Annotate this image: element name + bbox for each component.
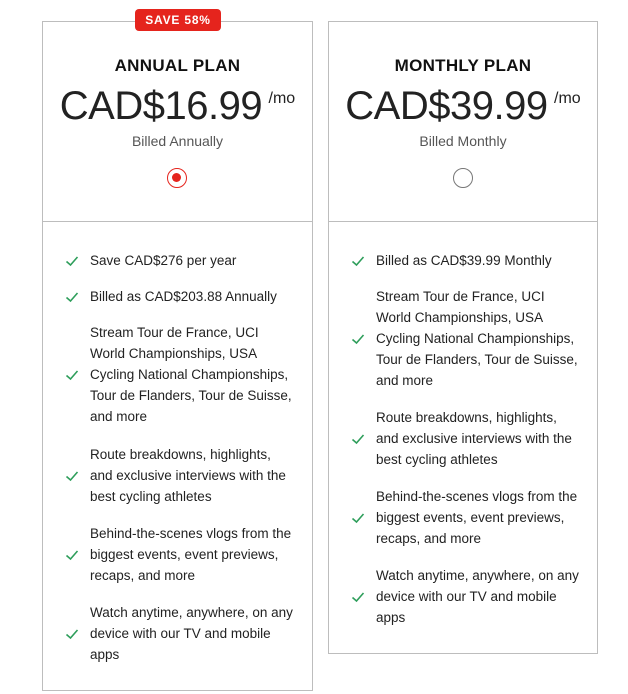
check-icon	[351, 432, 365, 446]
check-icon	[65, 469, 79, 483]
annual-plan-radio[interactable]	[167, 168, 187, 188]
feature-item	[351, 486, 581, 549]
monthly-plan-radio[interactable]	[453, 168, 473, 188]
feature-text: Route breakdowns, highlights, and exclusive interviews with the best cycling athletes	[376, 410, 572, 467]
annual-plan-header[interactable]	[43, 22, 312, 222]
feature-text: Save CAD$276 per year	[90, 253, 237, 268]
feature-item	[65, 322, 295, 427]
feature-item	[65, 444, 295, 507]
billing-frequency: Billed Annually	[131, 133, 224, 149]
feature-item	[65, 602, 295, 665]
plan-price: CAD$39.99	[345, 84, 548, 128]
check-icon	[351, 590, 365, 604]
check-icon	[351, 332, 365, 346]
monthly-plan-header[interactable]	[329, 22, 597, 222]
feature-item	[351, 407, 581, 470]
feature-item	[351, 250, 581, 271]
price-row	[329, 84, 597, 129]
billing-frequency: Billed Monthly	[419, 133, 507, 149]
check-icon	[65, 548, 79, 562]
check-icon	[351, 254, 365, 268]
check-icon	[65, 368, 79, 382]
plan-name: ANNUAL PLAN	[114, 56, 241, 75]
feature-item	[351, 286, 581, 391]
check-icon	[65, 627, 79, 641]
feature-text: Billed as CAD$203.88 Annually	[90, 289, 277, 304]
check-icon	[65, 254, 79, 268]
save-badge: SAVE 58%	[135, 9, 221, 31]
radio-selected-dot	[172, 173, 181, 182]
feature-text: Route breakdowns, highlights, and exclusive interviews with the best cycling athletes	[90, 447, 286, 504]
feature-text: Behind-the-scenes vlogs from the biggest events, event previews, recaps, and more	[90, 526, 292, 583]
plan-name: MONTHLY PLAN	[394, 56, 532, 75]
price-row	[43, 84, 312, 129]
feature-text: Stream Tour de France, UCI World Championships, USA Cycling National Championships, Tour de Flanders, Tour de Suisse, and more	[90, 325, 292, 424]
annual-plan-card[interactable]	[42, 13, 313, 691]
feature-item	[351, 565, 581, 628]
feature-item	[65, 523, 295, 586]
check-icon	[351, 511, 365, 525]
plan-price: CAD$16.99	[59, 84, 263, 128]
feature-text: Stream Tour de France, UCI World Championships, USA Cycling National Championships, Tour de Flanders, Tour de Suisse, and more	[376, 289, 578, 388]
price-period: /mo	[554, 90, 581, 107]
check-icon	[65, 290, 79, 304]
feature-text: Watch anytime, anywhere, on any device with our TV and mobile apps	[376, 568, 579, 625]
monthly-plan-card[interactable]	[328, 21, 598, 654]
feature-item	[65, 250, 295, 271]
feature-text: Watch anytime, anywhere, on any device with our TV and mobile apps	[90, 605, 293, 662]
feature-text: Behind-the-scenes vlogs from the biggest events, event previews, recaps, and more	[376, 489, 578, 546]
feature-item	[65, 286, 295, 307]
price-period: /mo	[268, 90, 296, 107]
feature-text: Billed as CAD$39.99 Monthly	[376, 253, 552, 268]
